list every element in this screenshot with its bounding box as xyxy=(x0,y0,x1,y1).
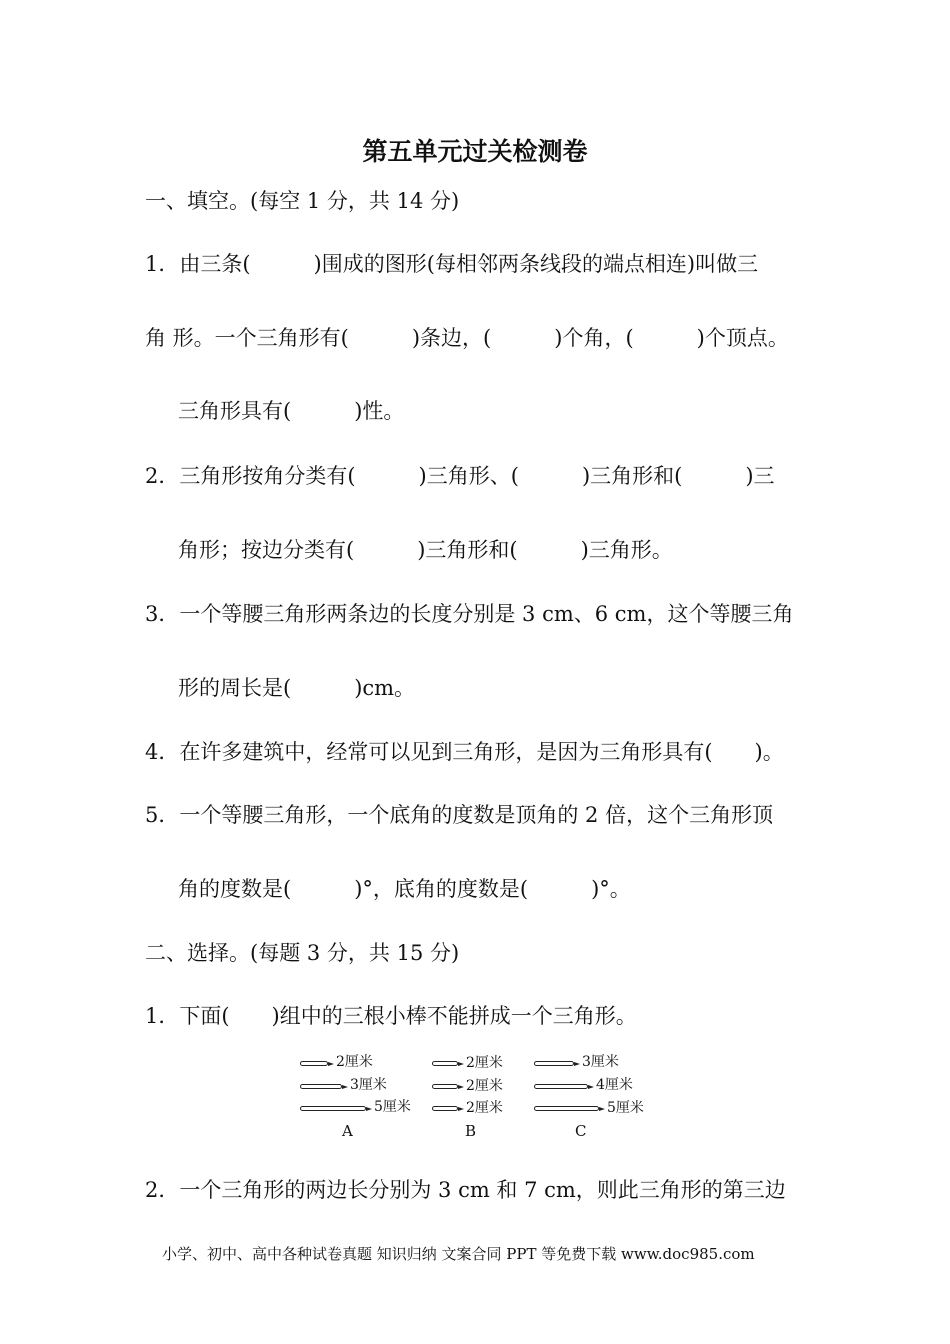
question-2-line-2: 角形；按边分类有( )三角形和( )三角形。 xyxy=(178,538,673,562)
question-5-line-2: 角的度数是( )°，底角的度数是( )°。 xyxy=(178,877,631,901)
stick-b-3 xyxy=(432,1106,458,1111)
choice-1-line-1: 1．下面( )组中的三根小棒不能拼成一个三角形。 xyxy=(145,1004,637,1028)
question-1-line-1: 1．由三条( )围成的图形(每相邻两条线段的端点相连)叫做三 xyxy=(145,252,759,276)
group-b-label: B xyxy=(465,1122,477,1140)
stick-a-3-label: 5厘米 xyxy=(374,1099,411,1115)
question-1-line-3: 三角形具有( )性。 xyxy=(178,399,405,423)
stick-a-3 xyxy=(300,1106,366,1111)
group-c-label: C xyxy=(575,1122,587,1140)
question-3-line-1: 3．一个等腰三角形两条边的长度分别是 3 cm、6 cm，这个等腰三角 xyxy=(145,602,794,626)
section-1-heading: 一、填空。(每空 1 分，共 14 分) xyxy=(145,189,460,213)
stick-c-3 xyxy=(534,1106,599,1111)
section-2-heading: 二、选择。(每题 3 分，共 15 分) xyxy=(145,941,460,965)
stick-b-2 xyxy=(432,1084,458,1089)
question-4-line-1: 4．在许多建筑中，经常可以见到三角形，是因为三角形具有( )。 xyxy=(145,740,784,764)
stick-b-1 xyxy=(432,1061,458,1066)
question-1-line-2: 角 形。一个三角形有( )条边，( )个角，( )个顶点。 xyxy=(145,326,789,350)
question-3-line-2: 形的周长是( )cm。 xyxy=(178,676,416,700)
page-title: 第五单元过关检测卷 xyxy=(362,137,588,166)
stick-a-2-label: 3厘米 xyxy=(350,1077,387,1093)
stick-a-1 xyxy=(300,1061,328,1066)
stick-c-2 xyxy=(534,1084,588,1089)
question-2-line-1: 2．三角形按角分类有( )三角形、( )三角形和( )三 xyxy=(145,464,775,488)
stick-b-2-label: 2厘米 xyxy=(466,1078,503,1094)
stick-c-1 xyxy=(534,1061,574,1066)
stick-a-1-label: 2厘米 xyxy=(336,1054,373,1070)
stick-a-2 xyxy=(300,1084,342,1089)
question-5-line-1: 5．一个等腰三角形，一个底角的度数是顶角的 2 倍，这个三角形顶 xyxy=(145,803,774,827)
stick-b-1-label: 2厘米 xyxy=(466,1055,503,1071)
group-a-label: A xyxy=(342,1122,353,1140)
page-footer: 小学、初中、高中各种试卷真题 知识归纳 文案合同 PPT 等免费下载 www.doc985.com xyxy=(162,1245,755,1263)
stick-c-2-label: 4厘米 xyxy=(596,1077,633,1093)
stick-c-1-label: 3厘米 xyxy=(582,1054,619,1070)
choice-2-line-1: 2．一个三角形的两边长分别为 3 cm 和 7 cm，则此三角形的第三边 xyxy=(145,1178,786,1202)
stick-b-3-label: 2厘米 xyxy=(466,1100,503,1116)
sticks-figure xyxy=(0,1048,950,1143)
stick-c-3-label: 5厘米 xyxy=(607,1100,644,1116)
